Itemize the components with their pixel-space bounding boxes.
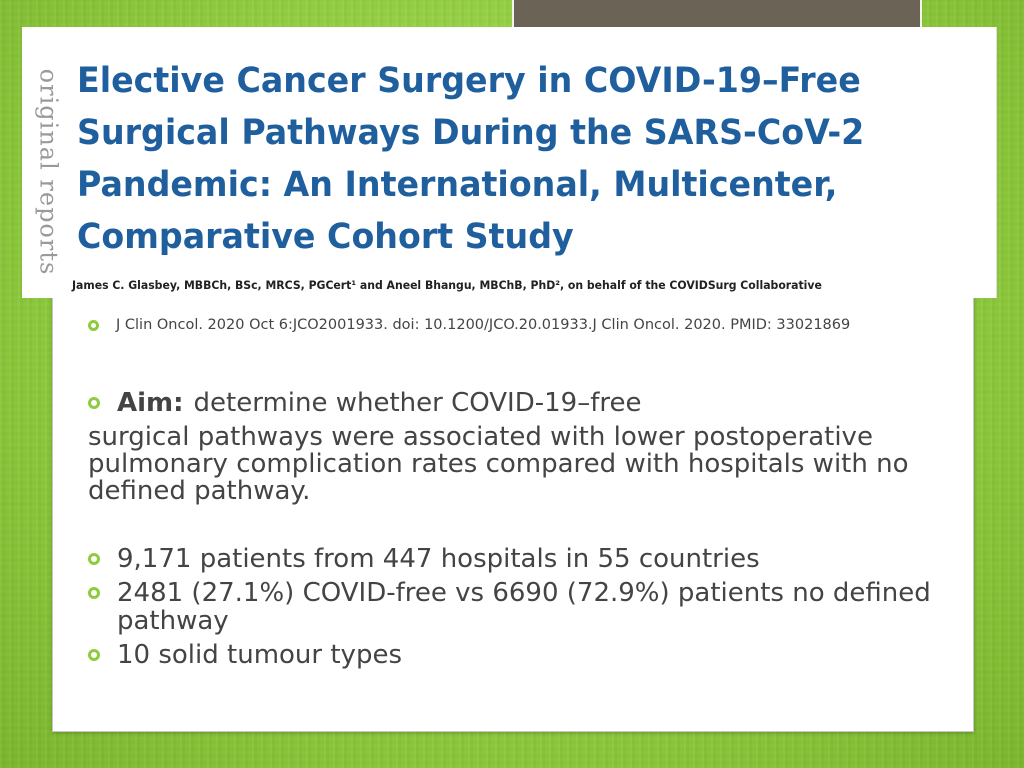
list-item	[88, 641, 948, 669]
paper-header-image	[22, 27, 997, 298]
aim-bullet	[88, 389, 641, 417]
paper-title: Elective Cancer Surgery in COVID-19–Free Surgical Pathways During the SARS-CoV-2 Pandemic: An International, Multicenter, Comparative Cohort Study	[77, 61, 865, 257]
aim-first-line: determine whether COVID-19–free	[193, 388, 642, 418]
paper-authors: James C. Glasbey, MBBCh, BSc, MRCS, PGCert¹ and Aneel Bhangu, MBChB, PhD², on behalf of the COVIDSurg Collaborative	[72, 278, 822, 292]
hollow-circle-bullet-icon	[88, 320, 99, 331]
list-item	[88, 545, 948, 573]
hollow-circle-bullet-icon	[88, 649, 100, 661]
journal-section-label: original reports	[34, 68, 63, 276]
list-item	[88, 579, 948, 635]
hollow-circle-bullet-icon	[88, 397, 100, 409]
citation-bullet	[88, 317, 938, 334]
citation-text: J Clin Oncol. 2020 Oct 6:JCO2001933. doi: 10.1200/JCO.20.01933.J Clin Oncol. 2020. PMID: 33021869	[116, 317, 851, 333]
aim-label: Aim:	[117, 388, 184, 418]
facts-list	[88, 545, 948, 675]
hollow-circle-bullet-icon	[88, 553, 100, 565]
aim-continuation: surgical pathways were associated with lower postoperative pulmonary complication rates compared with hospitals with no defined pathway.	[88, 422, 909, 506]
fact-text: 9,171 patients from 447 hospitals in 55 countries	[117, 544, 760, 574]
hollow-circle-bullet-icon	[88, 587, 100, 599]
fact-text: 10 solid tumour types	[117, 640, 402, 670]
fact-text: 2481 (27.1%) COVID-free vs 6690 (72.9%) patients no defined pathway	[117, 578, 931, 636]
